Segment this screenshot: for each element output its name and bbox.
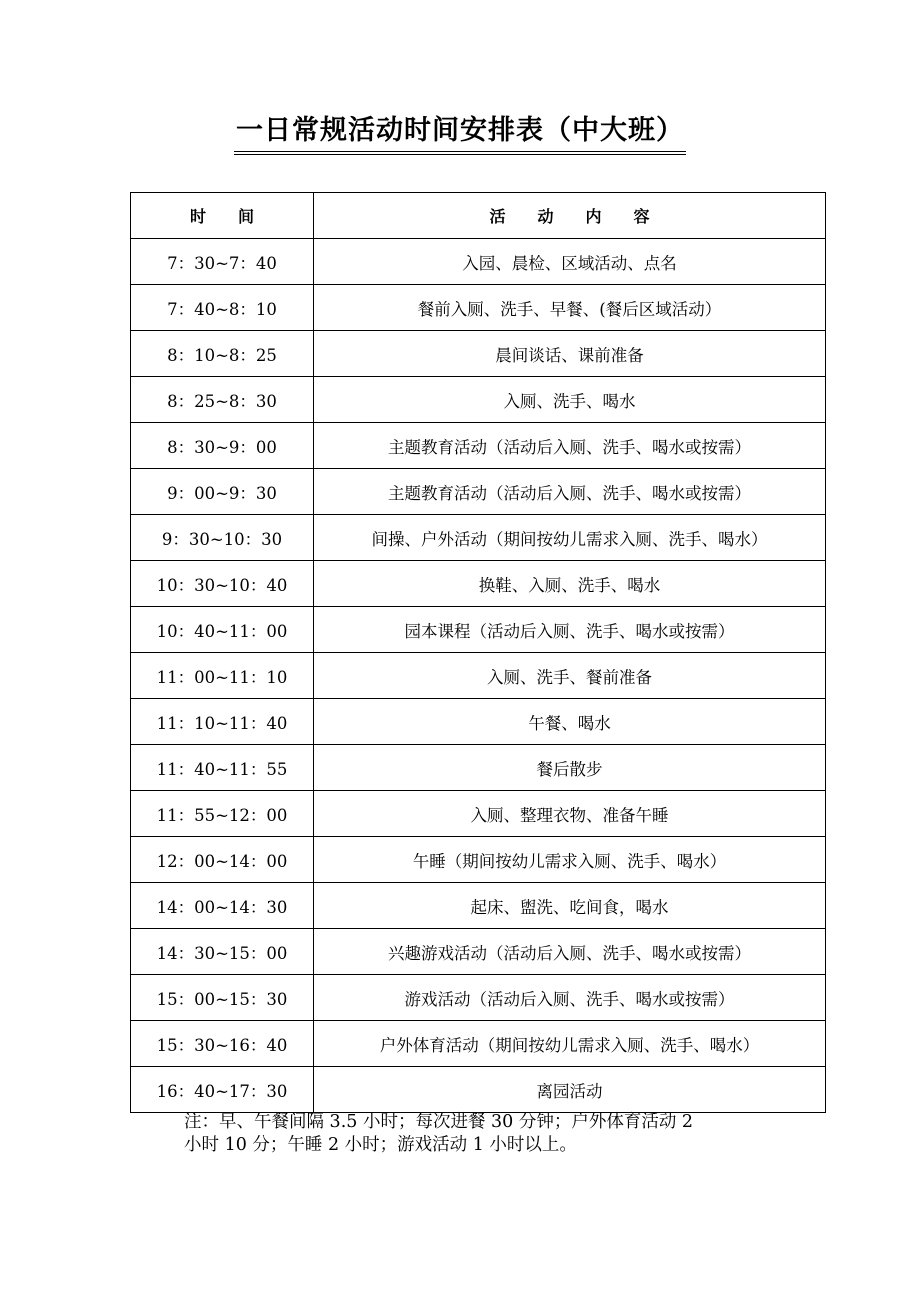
table-row [131,469,826,515]
time-cell: 9：00~9：30 [131,469,314,515]
activity-cell: 入厕、整理衣物、准备午睡 [314,791,826,837]
time-cell: 14：30~15：00 [131,929,314,975]
header-time: 时 间 [131,193,314,239]
footnote [184,1111,794,1157]
activity-cell: 起床、盥洗、吃间食，喝水 [314,883,826,929]
time-cell: 12：00~14：00 [131,837,314,883]
time-cell: 14：00~14：30 [131,883,314,929]
activity-cell: 午餐、喝水 [314,699,826,745]
table-row [131,745,826,791]
time-cell: 8：30~9：00 [131,423,314,469]
activity-cell: 入园、晨检、区域活动、点名 [314,239,826,285]
activity-cell: 午睡（期间按幼儿需求入厕、洗手、喝水） [314,837,826,883]
activity-cell: 主题教育活动（活动后入厕、洗手、喝水或按需） [314,423,826,469]
page-title: 一日常规活动时间安排表（中大班） [234,114,686,155]
title-container [0,114,920,155]
table-row [131,377,826,423]
table-row [131,837,826,883]
activity-cell: 换鞋、入厕、洗手、喝水 [314,561,826,607]
time-cell: 11：00~11：10 [131,653,314,699]
table-row [131,607,826,653]
activity-cell: 入厕、洗手、喝水 [314,377,826,423]
time-cell: 8：10~8：25 [131,331,314,377]
time-cell: 15：00~15：30 [131,975,314,1021]
time-cell: 11：55~12：00 [131,791,314,837]
activity-cell: 晨间谈话、课前准备 [314,331,826,377]
activity-cell: 游戏活动（活动后入厕、洗手、喝水或按需） [314,975,826,1021]
table-row [131,929,826,975]
table-row [131,791,826,837]
activity-cell: 兴趣游戏活动（活动后入厕、洗手、喝水或按需） [314,929,826,975]
activity-cell: 间操、户外活动（期间按幼儿需求入厕、洗手、喝水） [314,515,826,561]
table-row [131,883,826,929]
table-row [131,975,826,1021]
table-row [131,699,826,745]
footnote-line-1: 注：早、午餐间隔 3.5 小时；每次进餐 30 分钟；户外体育活动 2 [184,1112,694,1132]
table-row [131,561,826,607]
activity-cell: 入厕、洗手、餐前准备 [314,653,826,699]
time-cell: 16：40~17：30 [131,1067,314,1113]
schedule-table [130,192,826,1113]
table-row [131,285,826,331]
time-cell: 10：30~10：40 [131,561,314,607]
time-cell: 10：40~11：00 [131,607,314,653]
time-cell: 15：30~16：40 [131,1021,314,1067]
table-row [131,515,826,561]
table-row [131,423,826,469]
table-row [131,1021,826,1067]
activity-cell: 户外体育活动（期间按幼儿需求入厕、洗手、喝水） [314,1021,826,1067]
activity-cell: 离园活动 [314,1067,826,1113]
table-row [131,331,826,377]
time-cell: 7：30~7：40 [131,239,314,285]
time-cell: 11：10~11：40 [131,699,314,745]
table-header-row [131,193,826,239]
time-cell: 11：40~11：55 [131,745,314,791]
activity-cell: 餐后散步 [314,745,826,791]
footnote-line-2: 小时 10 分；午睡 2 小时；游戏活动 1 小时以上。 [184,1135,577,1155]
table-row [131,653,826,699]
table-row [131,1067,826,1113]
activity-cell: 园本课程（活动后入厕、洗手、喝水或按需） [314,607,826,653]
time-cell: 9：30~10：30 [131,515,314,561]
time-cell: 7：40~8：10 [131,285,314,331]
time-cell: 8：25~8：30 [131,377,314,423]
header-activity: 活 动 内 容 [314,193,826,239]
table-row [131,239,826,285]
activity-cell: 餐前入厕、洗手、早餐、(餐后区域活动） [314,285,826,331]
activity-cell: 主题教育活动（活动后入厕、洗手、喝水或按需） [314,469,826,515]
